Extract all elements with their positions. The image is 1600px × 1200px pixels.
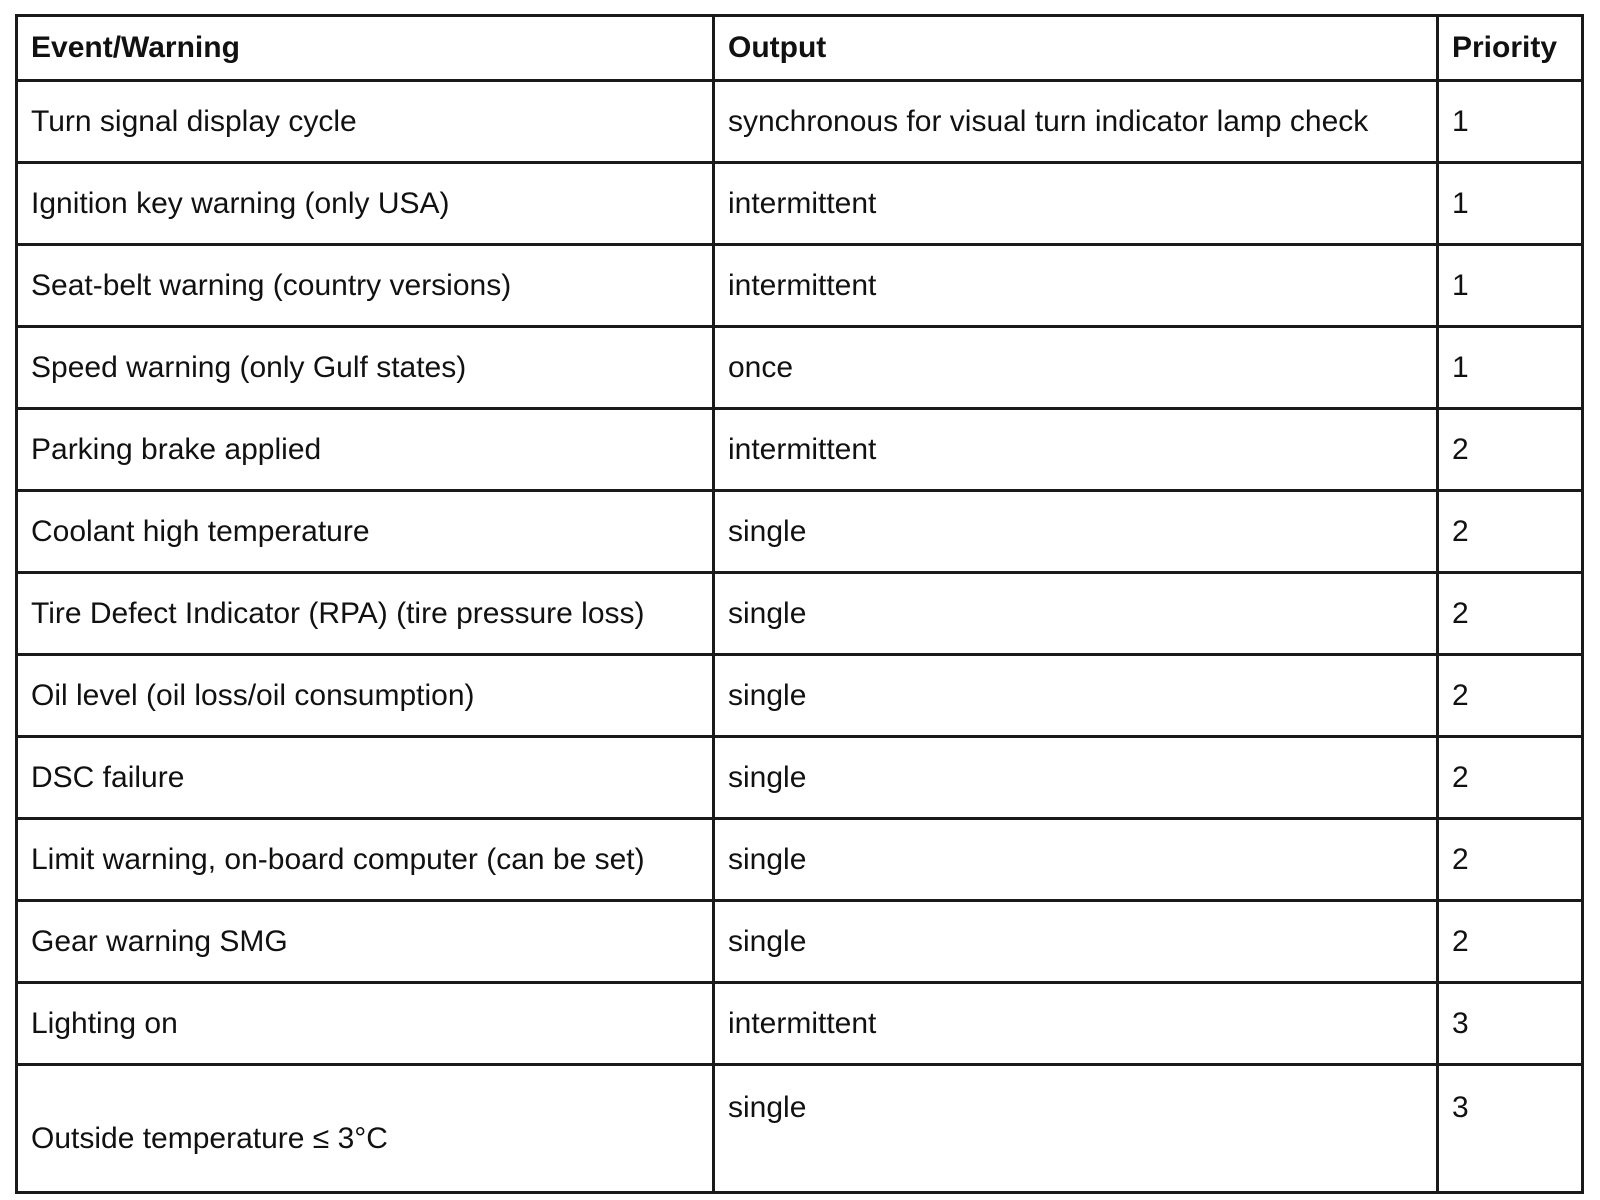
event-cell: Turn signal display cycle [17, 81, 714, 163]
output-cell: intermittent [714, 983, 1438, 1065]
output-cell: single [714, 1065, 1438, 1193]
table-row [17, 819, 1583, 901]
output-cell: intermittent [714, 409, 1438, 491]
priority-cell: 2 [1438, 737, 1583, 819]
event-cell: Parking brake applied [17, 409, 714, 491]
header-event-warning: Event/Warning [17, 16, 714, 81]
priority-cell: 1 [1438, 163, 1583, 245]
event-cell: Outside temperature ≤ 3°C [17, 1065, 714, 1193]
output-cell: single [714, 655, 1438, 737]
output-cell: single [714, 819, 1438, 901]
table-row [17, 409, 1583, 491]
event-cell: Seat-belt warning (country versions) [17, 245, 714, 327]
table-row [17, 1065, 1583, 1193]
table-header-row [17, 16, 1583, 81]
priority-cell: 2 [1438, 491, 1583, 573]
warning-priority-table [15, 14, 1584, 1194]
event-cell: Speed warning (only Gulf states) [17, 327, 714, 409]
priority-cell: 3 [1438, 1065, 1583, 1193]
priority-cell: 2 [1438, 819, 1583, 901]
output-cell: once [714, 327, 1438, 409]
output-cell: single [714, 737, 1438, 819]
event-cell: Ignition key warning (only USA) [17, 163, 714, 245]
event-cell: DSC failure [17, 737, 714, 819]
priority-cell: 1 [1438, 327, 1583, 409]
output-cell: intermittent [714, 163, 1438, 245]
priority-cell: 2 [1438, 901, 1583, 983]
table-row [17, 983, 1583, 1065]
table-row [17, 327, 1583, 409]
event-cell: Oil level (oil loss/oil consumption) [17, 655, 714, 737]
event-cell: Lighting on [17, 983, 714, 1065]
priority-cell: 1 [1438, 81, 1583, 163]
event-cell: Limit warning, on-board computer (can be set) [17, 819, 714, 901]
priority-cell: 2 [1438, 655, 1583, 737]
table-row [17, 491, 1583, 573]
table-row [17, 655, 1583, 737]
output-cell: intermittent [714, 245, 1438, 327]
output-cell: synchronous for visual turn indicator lamp check [714, 81, 1438, 163]
table-row [17, 737, 1583, 819]
table-row [17, 163, 1583, 245]
output-cell: single [714, 491, 1438, 573]
header-output: Output [714, 16, 1438, 81]
table-row [17, 901, 1583, 983]
table-row [17, 81, 1583, 163]
table-row [17, 245, 1583, 327]
priority-cell: 1 [1438, 245, 1583, 327]
header-priority: Priority [1438, 16, 1583, 81]
event-cell: Coolant high temperature [17, 491, 714, 573]
output-cell: single [714, 573, 1438, 655]
priority-cell: 2 [1438, 409, 1583, 491]
event-cell: Tire Defect Indicator (RPA) (tire pressure loss) [17, 573, 714, 655]
event-cell: Gear warning SMG [17, 901, 714, 983]
table-row [17, 573, 1583, 655]
priority-cell: 3 [1438, 983, 1583, 1065]
priority-cell: 2 [1438, 573, 1583, 655]
output-cell: single [714, 901, 1438, 983]
